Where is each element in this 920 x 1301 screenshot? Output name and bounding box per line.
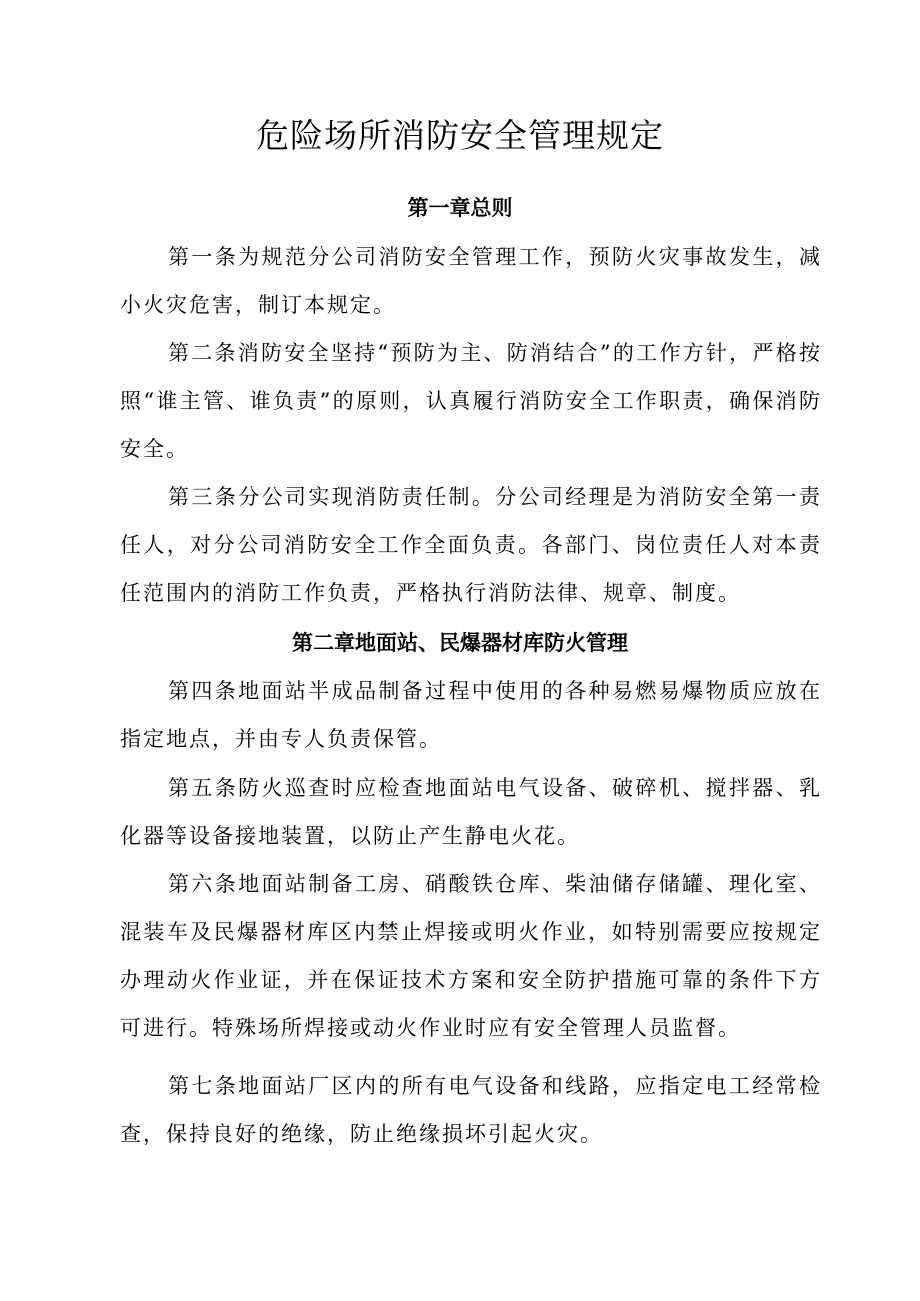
article-5: 第五条防火巡查时应检查地面站电气设备、破碎机、搅拌器、乳化器等设备接地装置，以防止产生静电火花。 [120, 776, 822, 848]
chapter-1-heading: 第一章总则 [407, 196, 513, 220]
article-1: 第一条为规范分公司消防安全管理工作，预防火灾事故发生，减小火灾危害，制订本规定。 [120, 245, 822, 317]
article-6: 第六条地面站制备工房、硝酸铁仓库、柴油储存储罐、理化室、混装车及民爆器材库区内禁止焊接或明火作业，如特别需要应按规定办理动火作业证，并在保证技术方案和安全防护措施可靠的条件下方可进行。特殊场所焊接或动火作业时应有安全管理人员监督。 [120, 872, 822, 1040]
article-3: 第三条分公司实现消防责任制。分公司经理是为消防安全第一责任人，对分公司消防安全工作全面负责。各部门、岗位责任人对本责任范围内的消防工作负责，严格执行消防法律、规章、制度。 [120, 485, 822, 605]
chapter-2-heading: 第二章地面站、民爆器材库防火管理 [292, 631, 628, 655]
article-7: 第七条地面站厂区内的所有电气设备和线路，应指定电工经常检查，保持良好的绝缘，防止绝缘损坏引起火灾。 [120, 1074, 822, 1146]
article-4: 第四条地面站半成品制备过程中使用的各种易燃易爆物质应放在指定地点，并由专人负责保管。 [120, 679, 822, 751]
document-title: 危险场所消防安全管理规定 [256, 116, 664, 155]
article-2: 第二条消防安全坚持“预防为主、防消结合”的工作方针，严格按照“谁主管、谁负责”的原则，认真履行消防安全工作职责，确保消防安全。 [120, 341, 822, 461]
